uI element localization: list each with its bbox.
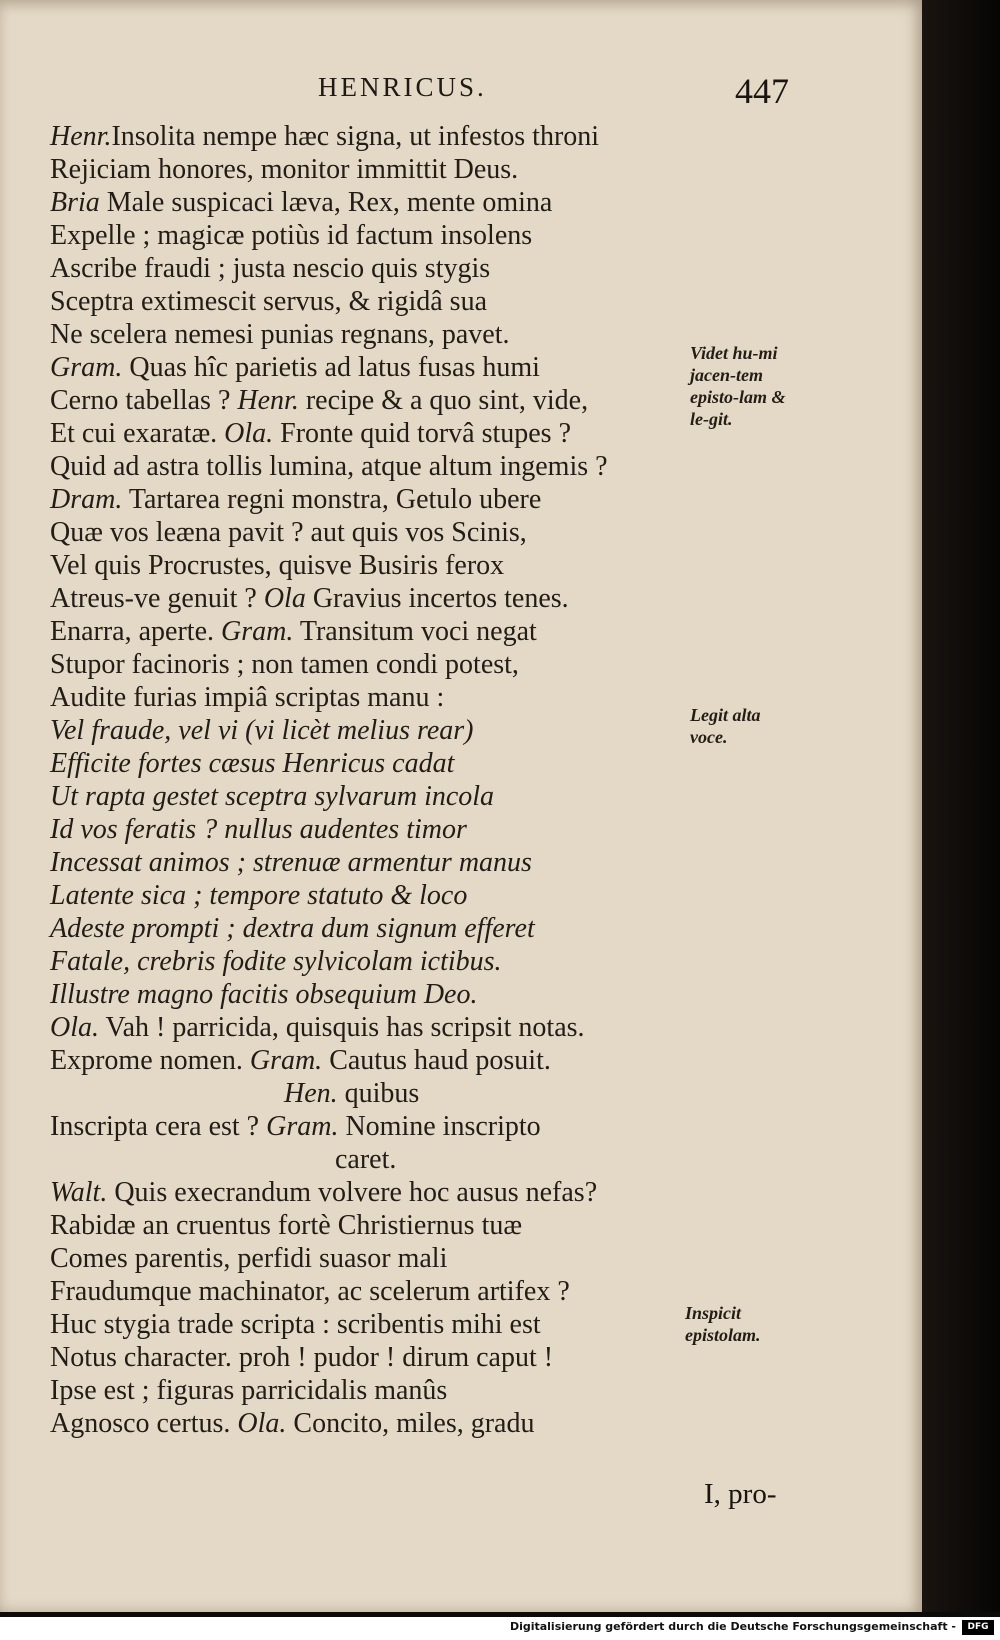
verse-line (50, 813, 690, 846)
verse-line (50, 681, 690, 714)
verse-line (50, 1011, 690, 1044)
verse-text-segment: Transitum voci negat (293, 616, 537, 647)
verse-text-segment: Vel fraude, vel vi (vi licèt melius rear) (50, 715, 474, 746)
speaker-name: Walt. (50, 1177, 108, 1208)
verse-line (50, 1077, 690, 1110)
verse-line (50, 417, 690, 450)
verse-line (50, 879, 690, 912)
verse-text-segment: Latente sica ; tempore statuto & loco (50, 880, 468, 911)
verse-line (50, 1275, 690, 1308)
speaker-name: Gram. (266, 1111, 339, 1142)
speaker-name: Henr. (237, 385, 299, 416)
verse-line (50, 846, 690, 879)
verse-text-segment: Incessat animos ; strenuæ armentur manus (50, 847, 532, 878)
speaker-name: Ola. (50, 1012, 99, 1043)
verse-line (50, 978, 690, 1011)
verse-line (50, 186, 690, 219)
verse-text-segment: Quas hîc parietis ad latus fusas humi (122, 352, 540, 383)
verse-text-segment: Insolita nempe hæc signa, ut infestos throni (111, 121, 600, 152)
verse-text-segment: Quid ad astra tollis lumina, atque altum ingemis ? (50, 451, 608, 482)
verse-text-segment: Ne scelera nemesi punias regnans, pavet. (50, 319, 510, 350)
verse-line (50, 252, 690, 285)
verse-text-segment: caret. (335, 1144, 397, 1175)
verse-text-segment: Exprome nomen. (50, 1045, 250, 1076)
speaker-name: Gram. (221, 616, 294, 647)
verse-text-segment: Cautus haud posuit. (322, 1045, 551, 1076)
page-edge (922, 0, 1000, 1612)
verse-text-segment: Inscripta cera est ? (50, 1111, 267, 1142)
margin-note: Inspicit epistolam. (685, 1303, 761, 1345)
verse-text-segment: Adeste prompti ; dextra dum signum efferet (50, 913, 535, 944)
verse-line (50, 384, 690, 417)
verse-text-segment: quibus (337, 1078, 420, 1109)
speaker-name: Gram. (50, 352, 123, 383)
verse-line (50, 450, 690, 483)
running-title: HENRICUS. (318, 72, 487, 102)
verse-text-segment: Id vos feratis ? nullus audentes timor (50, 814, 467, 845)
verse-line (50, 153, 690, 186)
verse-text-segment: Sceptra extimescit servus, & rigidâ sua (50, 286, 487, 317)
verse-text-segment: Illustre magno facitis obsequium Deo. (50, 979, 478, 1010)
verse-text-segment: Ut rapta gestet sceptra sylvarum incola (50, 781, 495, 812)
verse-text-segment: recipe & a quo sint, vide, (298, 385, 589, 416)
verse-text-segment: Fronte quid torvâ stupes ? (273, 418, 571, 449)
dfg-logo: DFG (962, 1620, 994, 1635)
verse-text-segment: Gravius incertos tenes. (305, 583, 569, 614)
speaker-name: Hen. (284, 1078, 338, 1109)
verse-line (50, 219, 690, 252)
verse-text (50, 120, 690, 1440)
verse-text-segment: Agnosco certus. (50, 1408, 238, 1439)
margin-note: Videt hu-mi jacen-tem episto-lam & le-git. (690, 343, 786, 429)
verse-line (50, 1143, 690, 1176)
verse-line (50, 1242, 690, 1275)
running-head (0, 72, 922, 112)
verse-text-segment: Expelle ; magicæ potiùs id factum insolens (50, 220, 533, 251)
verse-text-segment: Nomine inscripto (338, 1111, 541, 1142)
verse-line (50, 1044, 690, 1077)
verse-text-segment: Notus character. proh ! pudor ! dirum caput ! (50, 1342, 554, 1373)
speaker-name: Ola. (237, 1408, 287, 1439)
speaker-name: Dram. (50, 484, 123, 515)
verse-text-segment: Quæ vos leæna pavit ? aut quis vos Scinis, (50, 517, 527, 548)
verse-text-segment: Rabidæ an cruentus fortè Christiernus tuæ (50, 1210, 523, 1241)
verse-line (50, 1308, 690, 1341)
verse-line (50, 648, 690, 681)
verse-text-segment: Huc stygia trade scripta : scribentis mihi est (50, 1309, 541, 1340)
speaker-name: Bria (50, 187, 100, 218)
footer-credit: Digitalisierung gefördert durch die Deutsche Forschungsgemeinschaft - (509, 1620, 956, 1633)
verse-line (50, 351, 690, 384)
verse-text-segment: Cerno tabellas ? (50, 385, 238, 416)
verse-line (50, 747, 690, 780)
verse-text-segment: Atreus-ve genuit ? (50, 583, 264, 614)
verse-line (50, 945, 690, 978)
verse-line (50, 516, 690, 549)
verse-line (50, 1341, 690, 1374)
verse-text-segment: Quis execrandum volvere hoc ausus nefas? (107, 1177, 598, 1208)
verse-line (50, 1209, 690, 1242)
verse-line (50, 318, 690, 351)
verse-line (50, 120, 690, 153)
verse-text-segment: Stupor facinoris ; non tamen condi potest, (50, 649, 519, 680)
verse-text-segment: Tartarea regni monstra, Getulo ubere (122, 484, 542, 515)
verse-line (50, 285, 690, 318)
verse-text-segment: Comes parentis, perfidi suasor mali (50, 1243, 448, 1274)
verse-line (50, 483, 690, 516)
verse-text-segment: Efficite fortes cæsus Henricus cadat (50, 748, 455, 779)
speaker-name: Henr. (50, 121, 112, 152)
verse-text-segment: Fraudumque machinator, ac scelerum artifex ? (50, 1276, 570, 1307)
verse-line (50, 780, 690, 813)
digitization-footer (0, 1617, 1000, 1640)
verse-line (50, 1176, 690, 1209)
verse-text-segment: Rejiciam honores, monitor immittit Deus. (50, 154, 519, 185)
verse-text-segment: Ipse est ; figuras parricidalis manûs (50, 1375, 448, 1406)
margin-note: Legit alta voce. (690, 705, 761, 747)
page-number: 447 (735, 71, 789, 111)
verse-text-segment: Ascribe fraudi ; justa nescio quis stygis (50, 253, 491, 284)
verse-text-segment: Et cui exaratæ. (50, 418, 225, 449)
speaker-name: Gram. (249, 1045, 323, 1076)
catchword: I, pro- (704, 1478, 777, 1510)
verse-line (50, 549, 690, 582)
verse-line (50, 1110, 690, 1143)
verse-text-segment: Concito, miles, gradu (286, 1408, 535, 1439)
speaker-name: Ola (263, 583, 306, 614)
verse-line (50, 582, 690, 615)
verse-line (50, 615, 690, 648)
verse-line (50, 912, 690, 945)
verse-line (50, 714, 690, 747)
verse-text-segment: Enarra, aperte. (50, 616, 221, 647)
verse-line (50, 1374, 690, 1407)
verse-text-segment: Vel quis Procrustes, quisve Busiris ferox (50, 550, 505, 581)
verse-text-segment: Audite furias impiâ scriptas manu : (50, 682, 445, 713)
verse-text-segment: Vah ! parricida, quisquis has scripsit notas. (99, 1012, 585, 1043)
speaker-name: Ola. (224, 418, 274, 449)
verse-text-segment: Fatale, crebris fodite sylvicolam ictibus. (50, 946, 502, 977)
verse-text-segment: Male suspicaci læva, Rex, mente omina (99, 187, 553, 218)
verse-line (50, 1407, 690, 1440)
